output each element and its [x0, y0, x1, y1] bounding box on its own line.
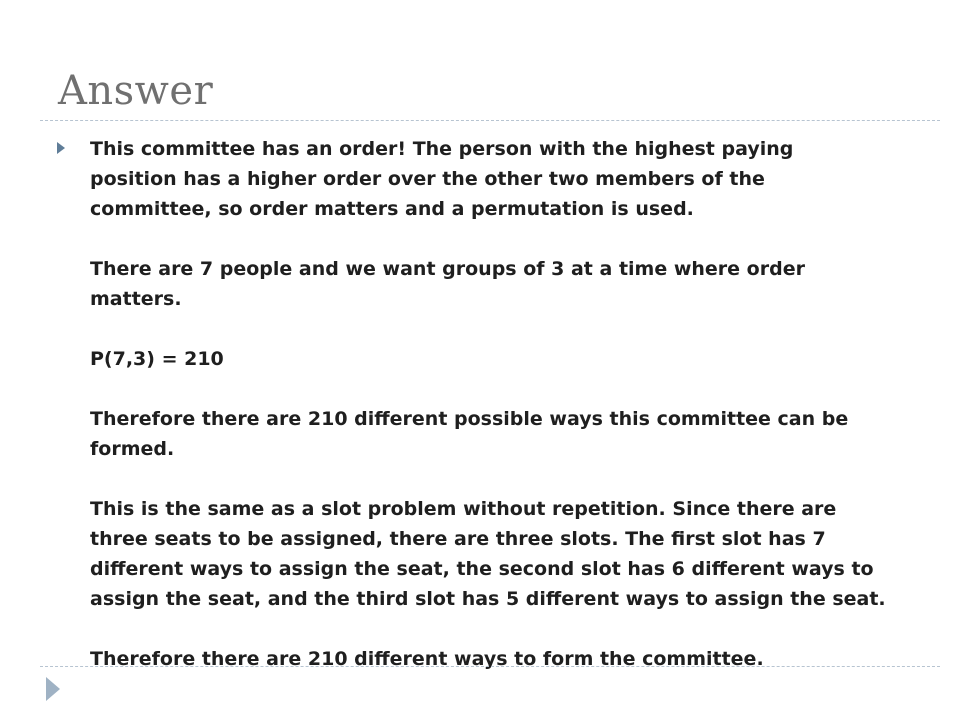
paragraph-4-line-2: formed. — [90, 438, 175, 460]
paragraph-gap — [90, 314, 900, 344]
paragraph-4-line-1: Therefore there are 210 different possible ways this committee can be — [90, 408, 849, 430]
paragraph-gap — [90, 464, 900, 494]
paragraph-5-line-1: This is the same as a slot problem without repetition. Since there are — [90, 498, 837, 520]
triangle-bullet-icon — [57, 142, 65, 154]
paragraph-5-line-2: three seats to be assigned, there are three slots. The first slot has 7 — [90, 528, 826, 550]
answer-body — [90, 134, 900, 674]
paragraph-5-line-3: different ways to assign the seat, the second slot has 6 different ways to — [90, 558, 874, 580]
slide-title: Answer — [58, 68, 214, 114]
conclusion-line: Therefore there are 210 different ways to form the committee. — [90, 648, 764, 670]
paragraph-1-line-1: This committee has an order! The person with the highest paying — [90, 138, 794, 160]
paragraph-gap — [90, 614, 900, 644]
paragraph-5-line-4: assign the seat, and the third slot has 5 different ways to assign the seat. — [90, 588, 886, 610]
permutation-formula: P(7,3) = 210 — [90, 348, 224, 370]
title-divider — [40, 120, 940, 121]
paragraph-2-line-1: There are 7 people and we want groups of 3 at a time where order — [90, 258, 805, 280]
paragraph-2-line-2: matters. — [90, 288, 182, 310]
triangle-marker-icon — [46, 677, 60, 701]
paragraph-gap — [90, 224, 900, 254]
paragraph-gap — [90, 374, 900, 404]
paragraph-1-line-3: committee, so order matters and a permutation is used. — [90, 198, 694, 220]
footer-divider — [40, 666, 940, 667]
paragraph-1-line-2: position has a higher order over the other two members of the — [90, 168, 765, 190]
